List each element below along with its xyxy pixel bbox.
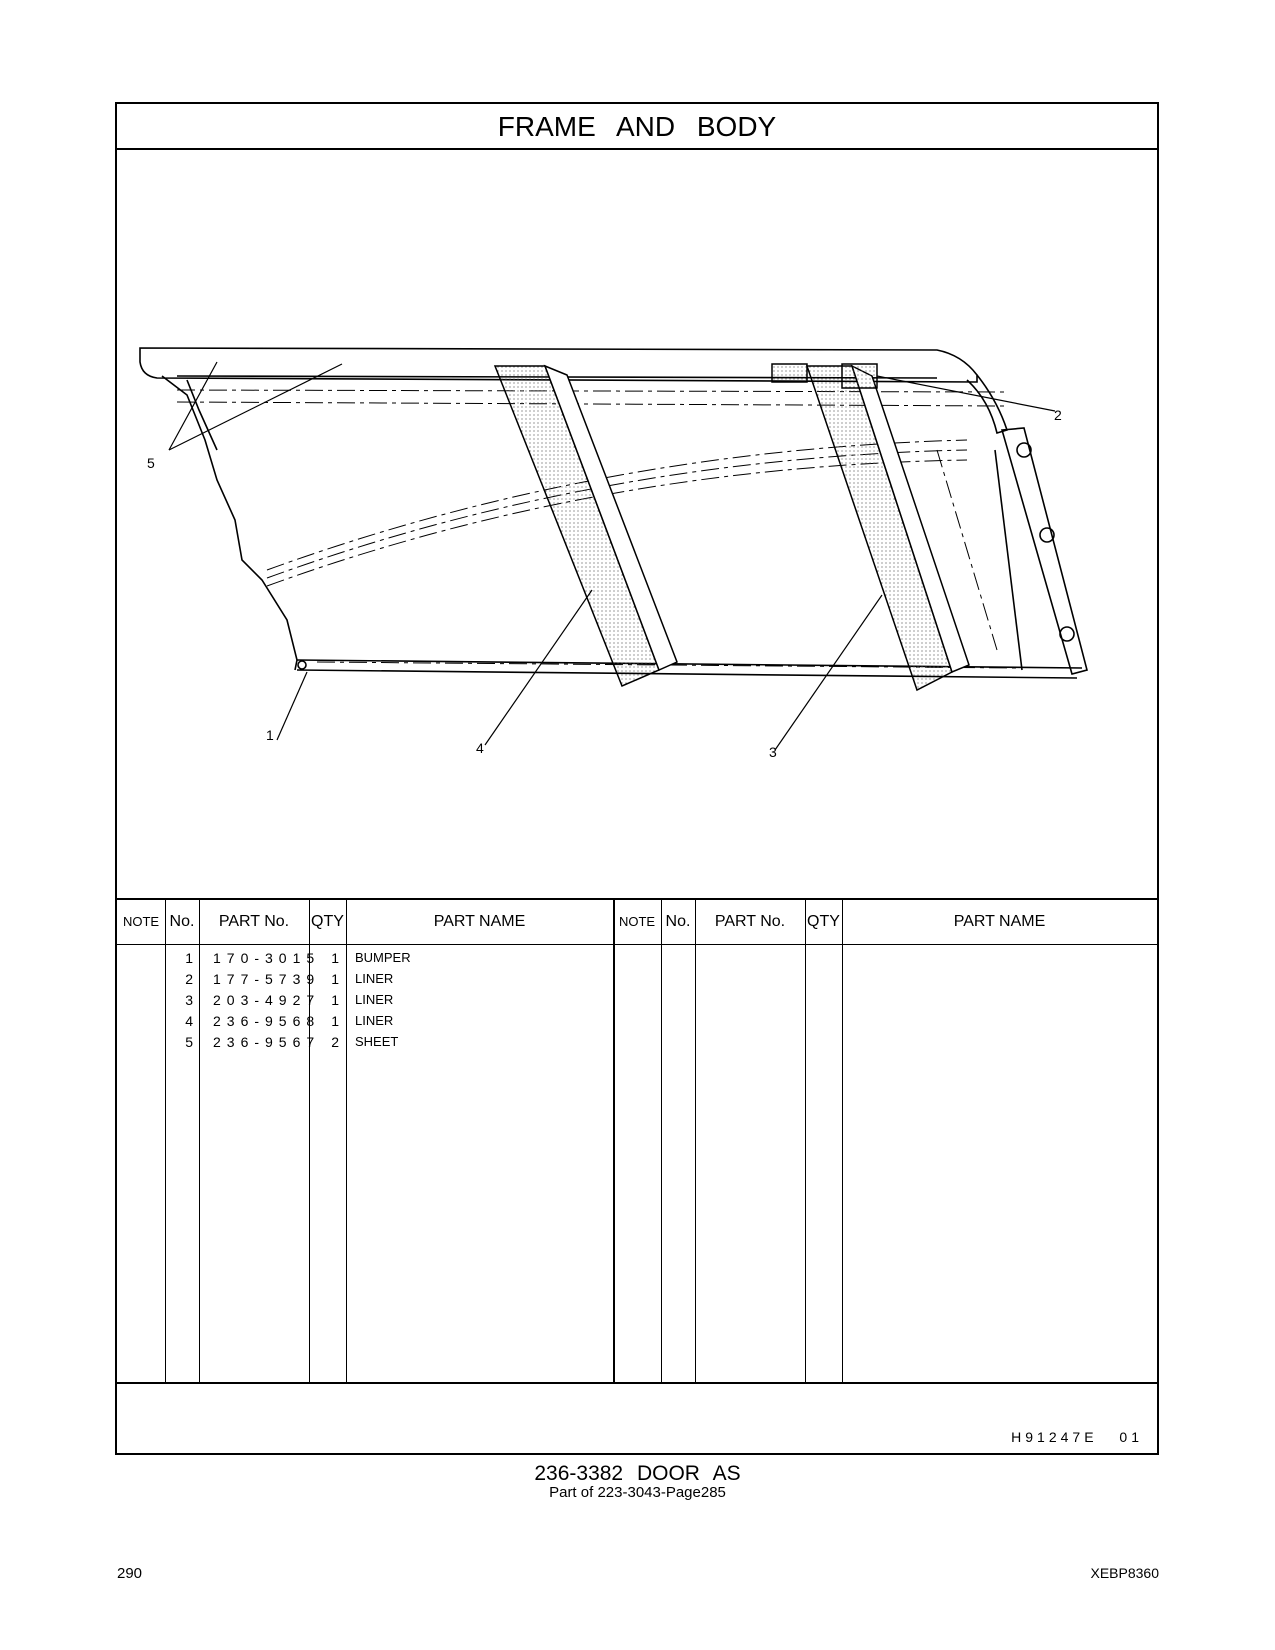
col-header-part-no: PART No. [218,913,290,930]
callout-3: 3 [769,744,777,760]
page-frame [115,102,1159,1455]
col-divider [199,900,200,1382]
row-no: 1 [185,950,193,966]
callout-5: 5 [147,455,155,471]
document-code: XEBP8360 [1090,1565,1159,1581]
col-divider-center [613,900,615,1382]
row-part-no: 236-9568 [213,1013,321,1029]
col-header-qty: QTY [311,913,344,930]
drawing-code: H91247E 01 [1011,1429,1143,1445]
page-number: 290 [117,1565,143,1582]
row-part-name: BUMPER [355,950,411,965]
row-part-no: 170-3015 [213,950,321,966]
row-no: 2 [185,971,193,987]
page-title: FRAME AND BODY [117,104,1157,150]
row-part-name: SHEET [355,1034,399,1049]
callout-1: 1 [266,727,274,743]
row-part-name: LINER [355,1013,394,1028]
row-qty: 1 [331,992,339,1008]
row-part-name: LINER [355,971,394,986]
col-divider [346,900,347,1382]
col-header-note: NOTE [122,914,160,929]
col-header-no: No. [169,913,195,930]
row-no: 4 [185,1013,193,1029]
footer-subtitle: Part of 223-3043-Page285 [549,1484,726,1501]
col-header-note: NOTE [618,914,656,929]
row-part-no: 177-5739 [213,971,321,987]
row-part-name: LINER [355,992,394,1007]
footer-title: 236-3382 DOOR AS [534,1462,741,1485]
col-header-part-name: PART NAME [433,913,526,930]
col-divider [695,900,696,1382]
col-divider [661,900,662,1382]
table-bottom-divider [117,1382,1157,1384]
col-divider [805,900,806,1382]
exploded-drawing [117,150,1157,898]
col-divider [842,900,843,1382]
row-qty: 1 [331,1013,339,1029]
row-part-no: 203-4927 [213,992,321,1008]
row-qty: 1 [331,971,339,987]
col-header-qty: QTY [807,913,840,930]
row-no: 3 [185,992,193,1008]
col-header-part-name: PART NAME [953,913,1046,930]
liner-strips [495,364,969,690]
callout-2: 2 [1054,407,1062,423]
header-divider [117,944,1157,945]
col-header-part-no: PART No. [714,913,786,930]
row-no: 5 [185,1034,193,1050]
callout-4: 4 [476,740,484,756]
row-qty: 2 [331,1034,339,1050]
door-assembly-illustration [117,150,1157,898]
col-header-no: No. [665,913,691,930]
parts-table [117,898,1157,1382]
row-qty: 1 [331,950,339,966]
row-part-no: 236-9567 [213,1034,321,1050]
